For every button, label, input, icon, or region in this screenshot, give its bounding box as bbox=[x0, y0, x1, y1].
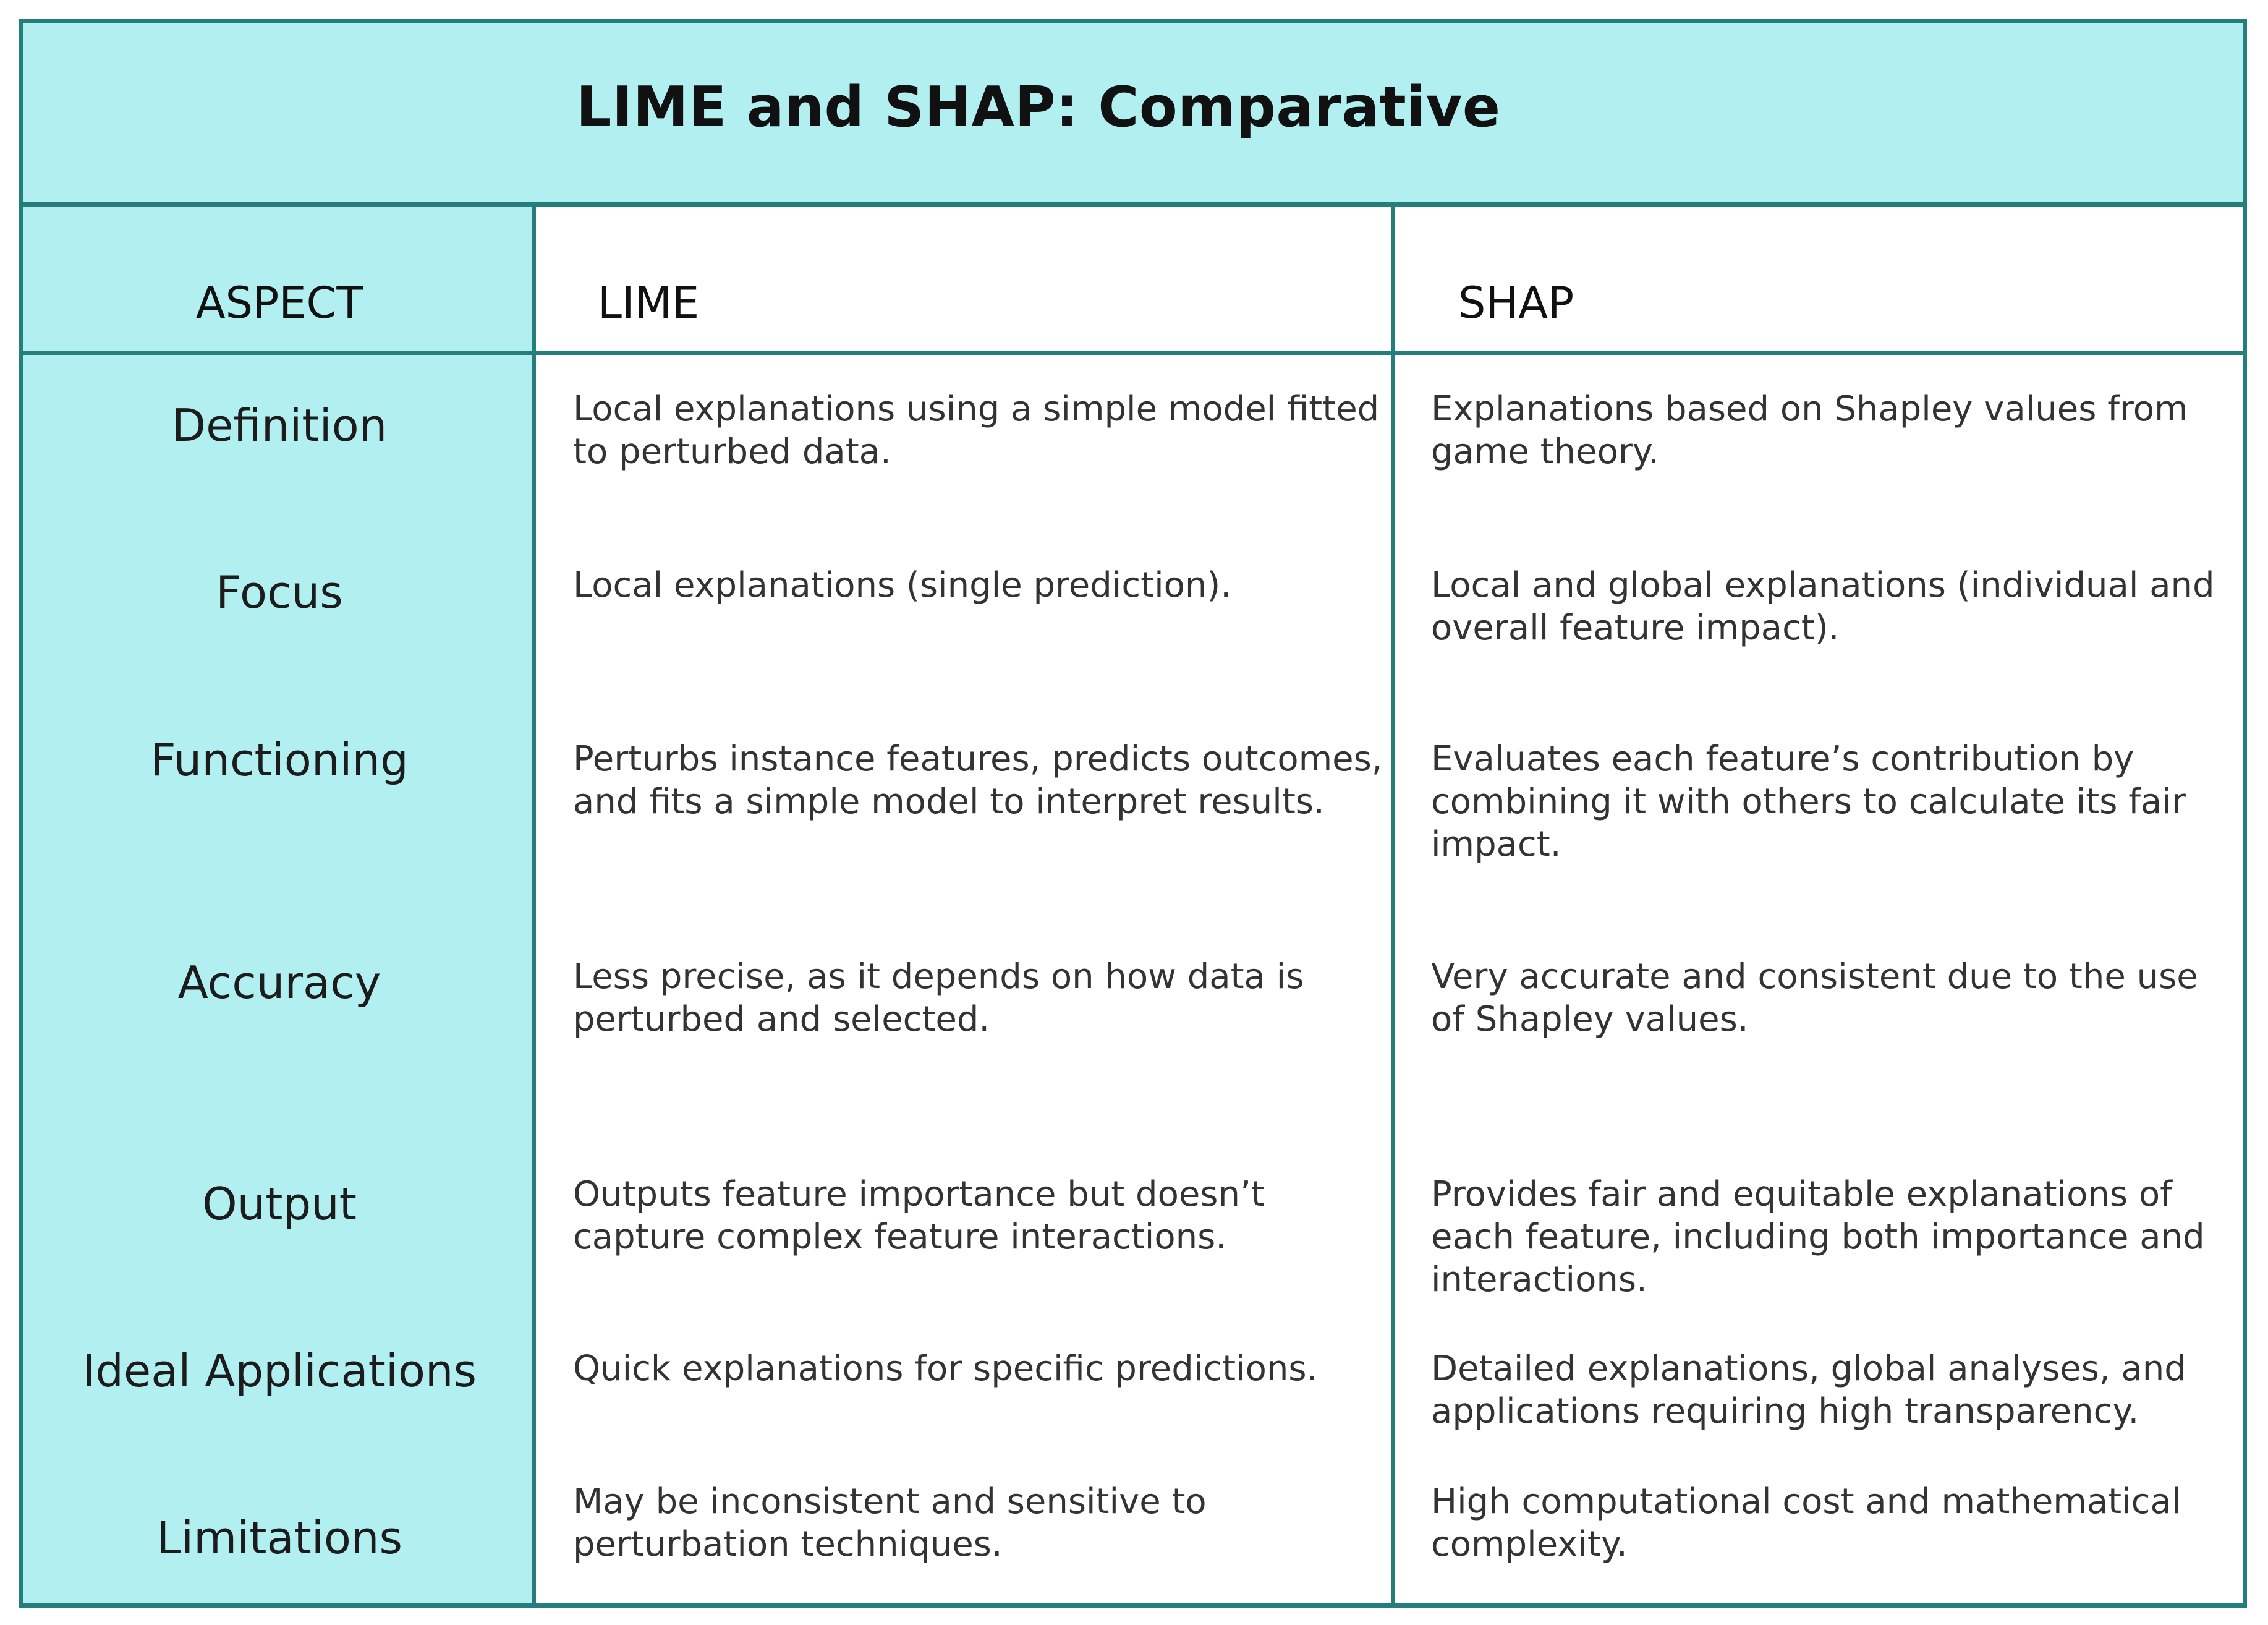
aspect-label-focus: Focus bbox=[216, 566, 343, 618]
lime-cell-focus: Local explanations (single prediction). bbox=[573, 565, 1232, 605]
title-band bbox=[23, 23, 2243, 207]
header-lime: LIME bbox=[598, 278, 700, 328]
lime-cell-ideal-applications: Quick explanations for specific predictions. bbox=[573, 1349, 1318, 1389]
shap-cell-accuracy: Very accurate and consistent due to the use of Shapley values. bbox=[1431, 957, 2198, 1039]
aspect-label-definition: Definition bbox=[171, 399, 388, 451]
header-shap: SHAP bbox=[1458, 278, 1574, 328]
table-title: LIME and SHAP: Comparative bbox=[576, 75, 1501, 140]
shap-cell-definition: Explanations based on Shapley values from game theory. bbox=[1431, 389, 2188, 472]
aspect-label-accuracy: Accuracy bbox=[177, 957, 381, 1009]
shap-cell-ideal-applications: Detailed explanations, global analyses, and applications requiring high transparency. bbox=[1431, 1349, 2186, 1431]
shap-cell-functioning: Evaluates each feature’s contribution by combining it with others to calculate its fair impact. bbox=[1431, 739, 2186, 864]
shap-cell-output: Provides fair and equitable explanations of each feature, including both importance and interactions. bbox=[1431, 1174, 2205, 1300]
shap-cell-limitations: High computational cost and mathematical complexity. bbox=[1431, 1482, 2181, 1564]
aspect-label-ideal-applications: Ideal Applications bbox=[82, 1345, 477, 1397]
aspect-label-functioning: Functioning bbox=[150, 734, 409, 786]
header-aspect: ASPECT bbox=[195, 278, 363, 328]
lime-cell-limitations: May be inconsistent and sensitive to perturbation techniques. bbox=[573, 1482, 1207, 1564]
lime-cell-definition: Local explanations using a simple model fitted to perturbed data. bbox=[573, 389, 1380, 472]
comparison-table bbox=[19, 19, 2247, 1608]
shap-cell-focus: Local and global explanations (individual and overall feature impact). bbox=[1431, 565, 2215, 648]
lime-cell-accuracy: Less precise, as it depends on how data is perturbed and selected. bbox=[573, 957, 1304, 1039]
header-rule bbox=[23, 351, 2243, 355]
aspect-label-limitations: Limitations bbox=[156, 1512, 403, 1564]
lime-cell-functioning: Perturbs instance features, predicts outcomes, and fits a simple model to interpret results. bbox=[573, 739, 1383, 822]
lime-cell-output: Outputs feature importance but doesn’t capture complex feature interactions. bbox=[573, 1174, 1265, 1257]
aspect-label-output: Output bbox=[202, 1178, 357, 1230]
